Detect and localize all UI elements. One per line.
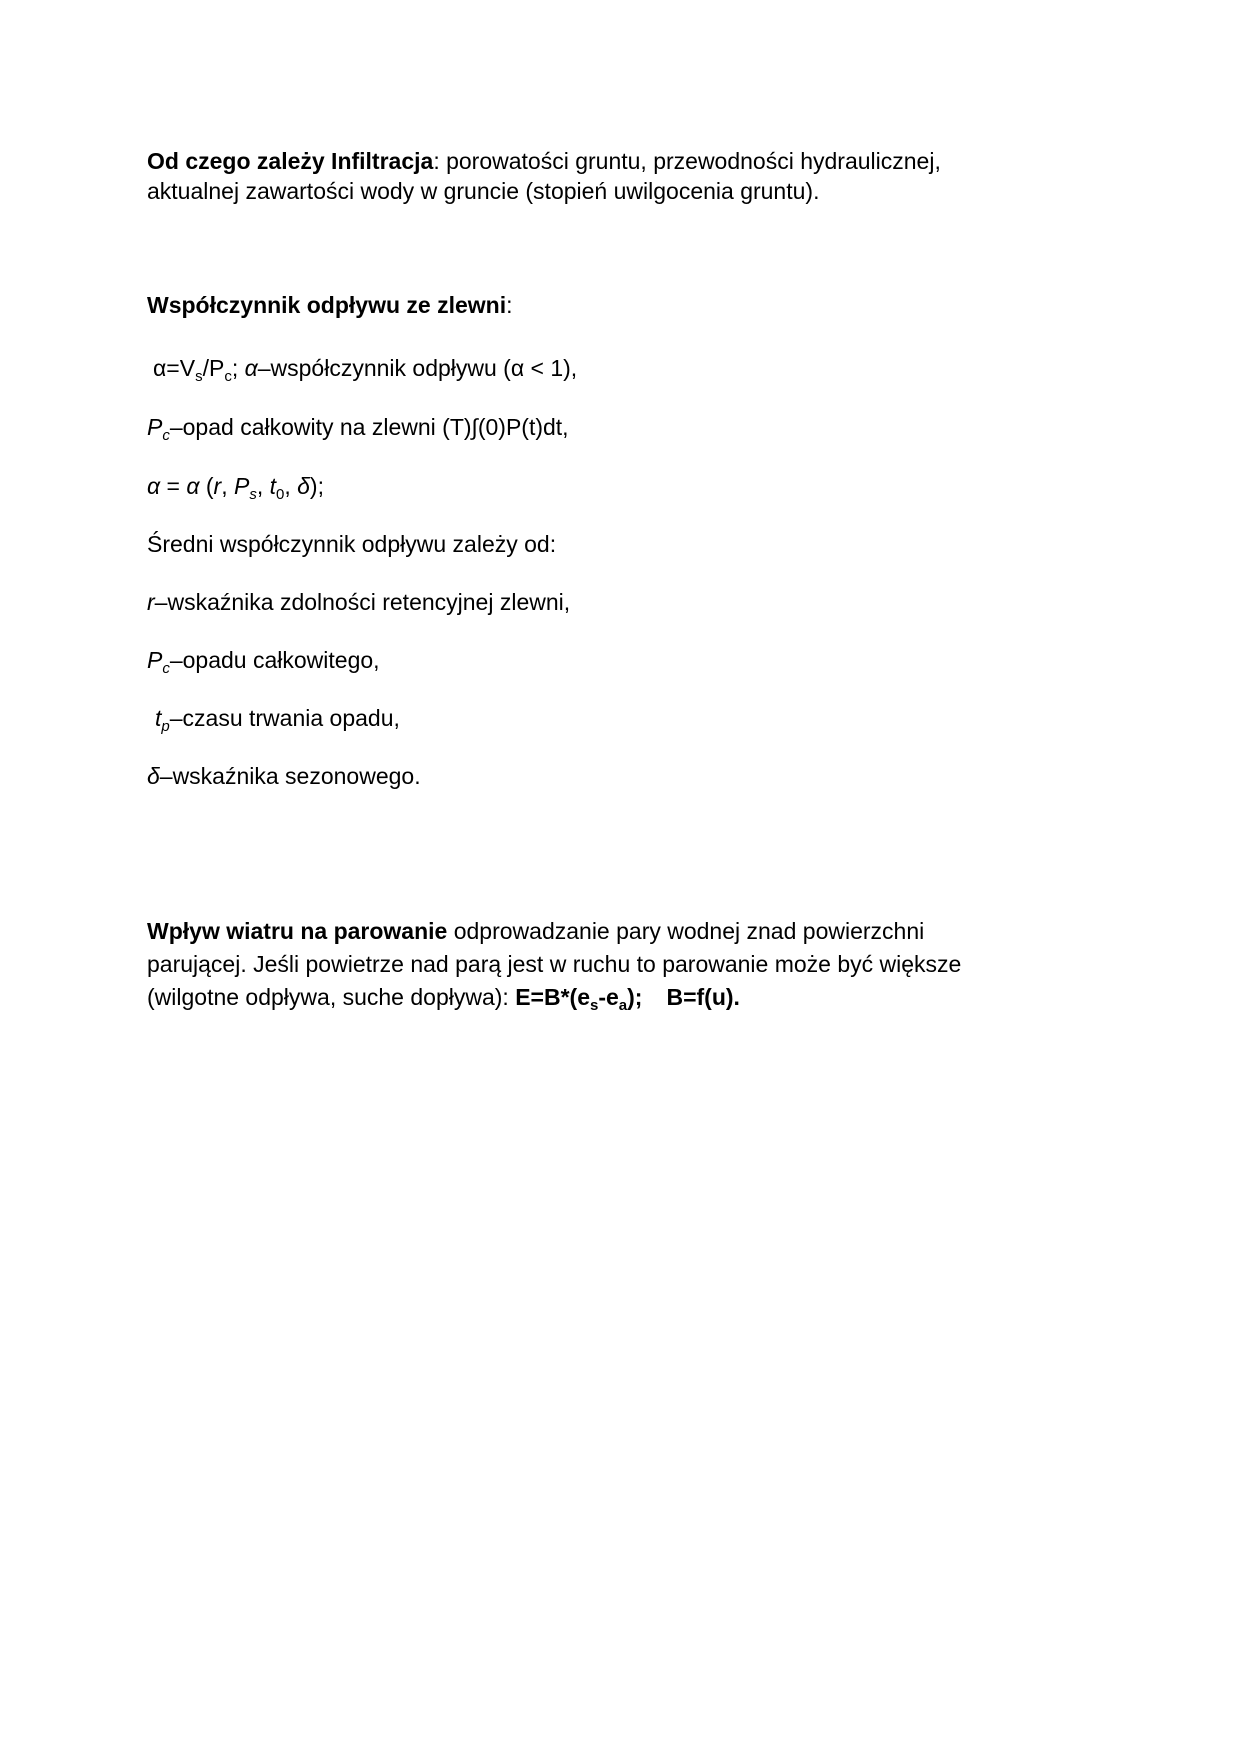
delta-symbol: δ [147,763,160,789]
subscript-s: s [590,997,599,1014]
p-symbol: P [233,473,250,499]
runoff-formula-3 [147,471,324,501]
runoff-item-tp [155,703,400,733]
wind-text-3: (wilgotne odpływa, suche dopływa): [147,984,516,1010]
runoff-intro [147,529,556,559]
runoff-item-r [147,587,570,617]
subscript-s: s [249,486,257,503]
formula-part: , [256,473,270,499]
delta-symbol: δ [297,473,310,499]
alpha-symbol: α [244,355,258,381]
item-text: –wskaźnika sezonowego. [159,763,421,789]
subscript-c: c [162,660,170,677]
formula-part: ; [231,355,245,381]
infiltration-line-2 [147,176,819,206]
infiltration-heading-colon: : [433,148,440,174]
t-symbol: t [155,705,162,731]
subscript-0: 0 [276,486,285,503]
formula-part: , [221,473,234,499]
t-symbol: t [269,473,276,499]
r-symbol: r [213,473,222,499]
wind-line-3 [147,982,740,1012]
infiltration-heading: Od czego zależy Infiltracja [147,148,434,174]
formula-part: ); [309,473,324,499]
formula-part: ( [199,473,214,499]
runoff-item-delta [147,761,421,791]
alpha-symbol: α [186,473,200,499]
infiltration-text-2: aktualnej zawartości wody w gruncie (stopień uwilgocenia gruntu). [147,178,820,204]
runoff-formula-2 [147,412,569,442]
subscript-a: a [618,997,628,1014]
formula-text: –opad całkowity na zlewni (T)∫(0)P(t)dt, [169,414,569,440]
subscript-s: s [195,368,203,385]
alpha-symbol: α [147,473,161,499]
formula-part: , [284,473,298,499]
runoff-heading: Współczynnik odpływu ze zlewni [147,292,507,318]
item-text: –wskaźnika zdolności retencyjnej zlewni, [154,589,571,615]
item-text: –opadu całkowitego, [169,647,380,673]
wind-text-1: odprowadzanie pary wodnej znad powierzchni [447,918,925,944]
wind-text-2: parującej. Jeśli powietrze nad parą jest w ruchu to parowanie może być większe [147,951,962,977]
formula-part: -e [598,984,619,1010]
p-symbol: P [147,647,163,673]
item-text: –czasu trwania opadu, [169,705,400,731]
formula-part: = [160,473,187,499]
runoff-heading-line [147,290,513,320]
formula-part: α=V [153,355,196,381]
p-symbol: P [147,414,163,440]
r-symbol: r [147,589,155,615]
wind-heading: Wpływ wiatru na parowanie [147,918,448,944]
subscript-c: c [162,427,170,444]
runoff-item-pc [147,645,380,675]
formula-part: E=B*(e [515,984,590,1010]
formula-part: B=f(u). [666,984,740,1010]
wind-line-1 [147,916,924,946]
formula-part: ); [627,984,643,1010]
formula-part: /P [202,355,225,381]
infiltration-text-1: porowatości gruntu, przewodności hydraulicznej, [439,148,941,174]
subscript-c: c [224,368,232,385]
wind-line-2 [147,949,961,979]
subscript-p: p [161,718,170,735]
runoff-heading-colon: : [506,292,513,318]
runoff-intro-text: Średni współczynnik odpływu zależy od: [147,531,557,557]
formula-part: –współczynnik odpływu (α < 1), [257,355,578,381]
infiltration-line-1 [147,146,941,176]
evaporation-formula [515,984,740,1014]
runoff-formula-1 [153,353,577,383]
